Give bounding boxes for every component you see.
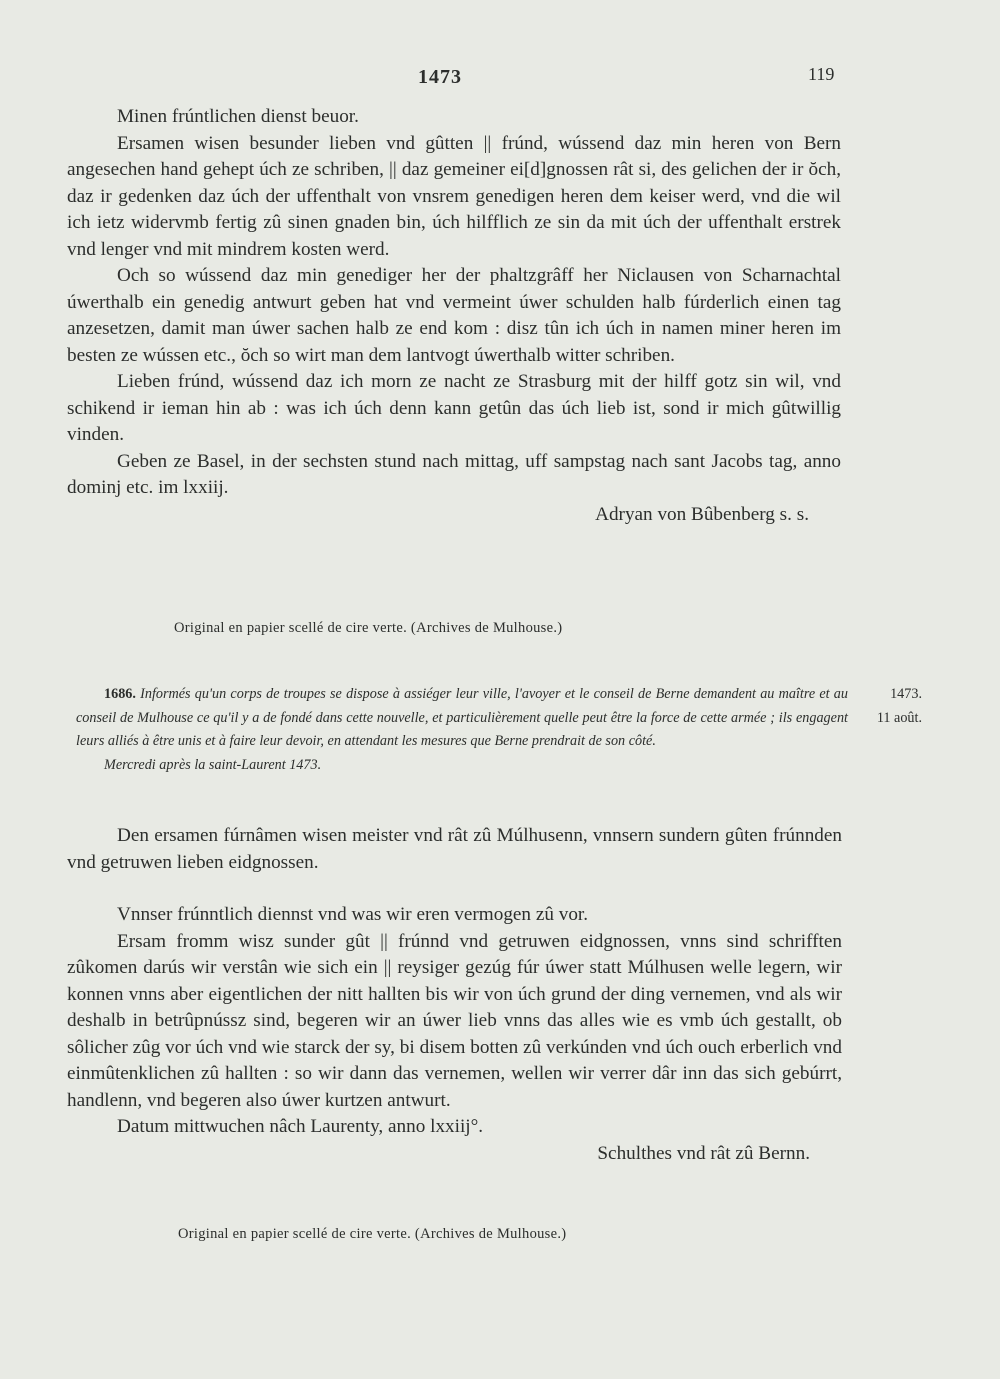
entry-summary [76, 683, 848, 777]
letter-1-paragraph: Ersamen wisen besunder lieben vnd gûtten || frúnd, wússend daz min heren von Bern angesechen hand gehept úch ze schriben, || daz gemeiner ei[d]gnossen rât si, des gelichen der ir ŏch, daz ir gedenken daz úch der uffenthalt von vnsrem genedigen heren dem keiser werd, vnd die wil ich ietz widervmb fertig zû sinen gnaden bin, úch hilfflich ze sin da mit úch der uffenthalt erstrek vnd lenger vnd mit mindrem kosten werd. [67, 132, 841, 260]
letter-2-dating: Datum mittwuchen nâch Laurenty, anno lxxiij°. [117, 1116, 484, 1137]
letter-2-address: Den ersamen fúrnâmen wisen meister vnd rât zû Múlhusenn, vnnsern sundern gûten frúnnden vnd getruwen lieben eidgnossen. [67, 825, 842, 873]
letter-1-paragraph: Och so wússend daz min genediger her der phaltzgrâff her Niclausen von Scharnachtal úwerthalb ein genedig antwurt geben hat vnd vermeint úwer schulden halb fúrderlich einen tag anzesetzen, damit man úwer sachen halb ze end kom : disz tûn ich úch in namen miner heren im besten ze wússen etc., ŏch so wirt man dem lantvogt úwerthalb witter schriben. [67, 265, 841, 366]
letter-1 [67, 104, 841, 528]
margin-day: 11 août. [876, 709, 922, 726]
letter-1-dating: Geben ze Basel, in der sechsten stund nach mittag, uff sampstag nach sant Jacobs tag, anno dominj etc. im lxxiij. [67, 450, 841, 498]
entry-number: 1686. [104, 686, 136, 702]
letter-2-paragraph: Ersam fromm wisz sunder gût || frúnnd vnd getruwen eidgnossen, vnns sind schrifften zûkomen darús wir verstân wie sich ein || reysiger gezúg fúr úwer statt Múlhusen welle legern, wir konnen vnns aber eigentlichen der nitt hallten bis wir von úch grund der ding vernemen, vnd als wir deshalb in betrûpnússz sind, begeren wir an úwer lieb vnns das alles wie es vmb úch gestallt, ob sôlicher zûg vor úch vnd wie starck der sy, bi disem botten zû verkúnden vnd úch ouch erberlich vnd einmûtenklichen zû hallten : so wir dann das vernemen, wellen wir verrer dâr inn das sich gebúrrt, handlenn, vnd begeren also úwer kurtzen antwurt. [67, 930, 842, 1111]
letter-1-signature: Adryan von Bûbenberg s. s. [595, 503, 809, 525]
letter-1-source-note: Original en papier scellé de cire verte. (Archives de Mulhouse.) [174, 620, 563, 636]
letter-2 [67, 823, 842, 1167]
letter-1-paragraph: Lieben frúnd, wússend daz ich morn ze nacht ze Strasburg mit der hilff gotz sin wil, vnd schikend ir ieman hin ab : was ich úch denn kann getûn das úch lieb ist, sond ir mich gûtwillig vinden. [67, 371, 841, 445]
letter-2-signature: Schulthes vnd rât zû Bernn. [597, 1142, 810, 1164]
running-head-year: 1473 [418, 66, 462, 88]
entry-dateline: Mercredi après la saint-Laurent 1473. [104, 756, 322, 773]
letter-2-greeting: Vnnser frúnntlich diennst vnd was wir eren vermogen zû vor. [117, 904, 589, 925]
margin-date [860, 683, 922, 730]
page-number: 119 [808, 64, 835, 84]
entry-summary-text: Informés qu'un corps de troupes se dispose à assiéger leur ville, l'avoyer et le conseil de Berne demandent au maître et au conseil de Mulhouse ce qu'il y a de fondé dans cette nouvelle, et particulièrement quelle peut être la force de cette armée ; ils engagent leurs alliés à être unis et à faire leur devoir, en attendant les mesures que Berne prendrait de son côté. [76, 686, 848, 749]
letter-1-greeting: Minen frúntlichen dienst beuor. [117, 106, 359, 127]
margin-year: 1473. [890, 686, 922, 702]
spacer [67, 876, 842, 902]
letter-2-source-note: Original en papier scellé de cire verte. (Archives de Mulhouse.) [178, 1226, 567, 1242]
